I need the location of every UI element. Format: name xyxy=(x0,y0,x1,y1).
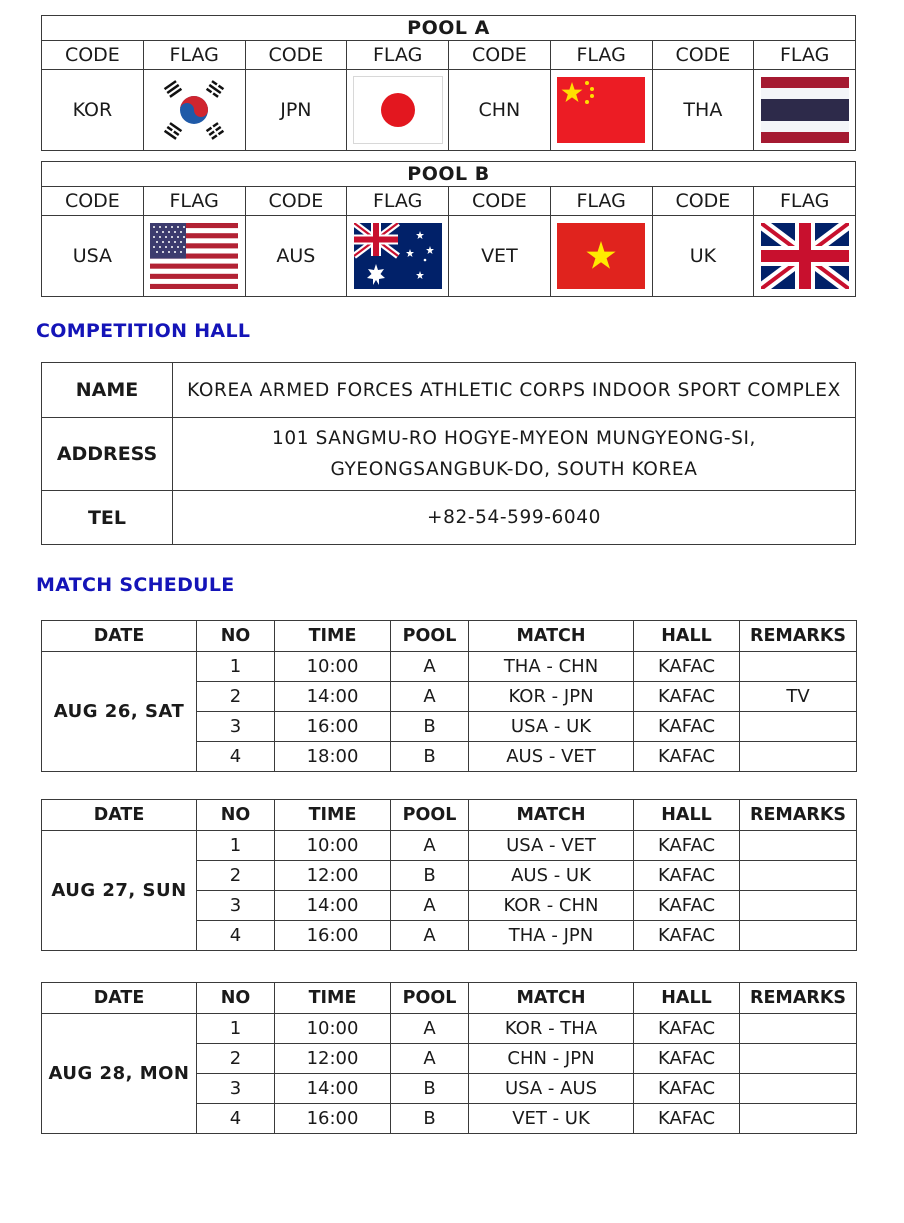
schedule-header-match: MATCH xyxy=(469,983,634,1014)
match-pool: B xyxy=(391,1104,469,1134)
match-pool: A xyxy=(391,921,469,951)
match-pool: B xyxy=(391,1074,469,1104)
match-time: 10:00 xyxy=(275,652,391,682)
thailand-flag-icon xyxy=(761,77,849,143)
match-no: 2 xyxy=(197,861,275,891)
match-pool: A xyxy=(391,1014,469,1044)
match-no: 1 xyxy=(197,652,275,682)
match-no: 4 xyxy=(197,921,275,951)
flag-cell xyxy=(143,216,245,297)
flag-header: FLAG xyxy=(347,187,449,216)
hall-name: KOREA ARMED FORCES ATHLETIC CORPS INDOOR SPORT COMPLEX xyxy=(173,363,856,418)
match-no: 3 xyxy=(197,712,275,742)
team-code: JPN xyxy=(245,70,347,151)
code-header: CODE xyxy=(449,187,551,216)
schedule-table xyxy=(41,982,857,1134)
match-date: AUG 27, SUN xyxy=(42,831,197,951)
schedule-header-no: NO xyxy=(197,621,275,652)
match-remarks xyxy=(740,742,857,772)
schedule-header-hall: HALL xyxy=(634,621,740,652)
code-header: CODE xyxy=(652,187,754,216)
match-time: 14:00 xyxy=(275,1074,391,1104)
match-pool: A xyxy=(391,682,469,712)
competition-hall-table xyxy=(41,362,856,545)
code-header: CODE xyxy=(449,41,551,70)
match-match: USA - UK xyxy=(469,712,634,742)
hall-address xyxy=(173,418,856,491)
match-remarks xyxy=(740,712,857,742)
schedule-header-pool: POOL xyxy=(391,983,469,1014)
match-pool: A xyxy=(391,1044,469,1074)
schedule-header-date: DATE xyxy=(42,983,197,1014)
match-match: KOR - THA xyxy=(469,1014,634,1044)
tel-label: TEL xyxy=(42,491,173,545)
schedule-header-pool: POOL xyxy=(391,800,469,831)
match-no: 2 xyxy=(197,1044,275,1074)
code-header: CODE xyxy=(42,187,144,216)
schedule-header-match: MATCH xyxy=(469,800,634,831)
schedule-header-date: DATE xyxy=(42,621,197,652)
flag-header: FLAG xyxy=(550,41,652,70)
match-time: 16:00 xyxy=(275,921,391,951)
match-remarks xyxy=(740,1044,857,1074)
japan-flag-icon xyxy=(353,76,443,144)
match-hall: KAFAC xyxy=(634,1044,740,1074)
schedule-header-time: TIME xyxy=(275,800,391,831)
match-no: 3 xyxy=(197,1074,275,1104)
flag-header: FLAG xyxy=(143,187,245,216)
match-hall: KAFAC xyxy=(634,1014,740,1044)
match-time: 10:00 xyxy=(275,831,391,861)
team-code: UK xyxy=(652,216,754,297)
match-pool: A xyxy=(391,831,469,861)
match-match: CHN - JPN xyxy=(469,1044,634,1074)
team-code: CHN xyxy=(449,70,551,151)
match-time: 16:00 xyxy=(275,1104,391,1134)
flag-cell xyxy=(550,70,652,151)
code-header: CODE xyxy=(42,41,144,70)
match-hall: KAFAC xyxy=(634,1074,740,1104)
match-match: KOR - JPN xyxy=(469,682,634,712)
pool-b-table xyxy=(41,161,856,297)
pool-a-table xyxy=(41,15,856,151)
schedule-header-time: TIME xyxy=(275,983,391,1014)
schedule-header-no: NO xyxy=(197,800,275,831)
match-remarks xyxy=(740,1104,857,1134)
flag-cell xyxy=(550,216,652,297)
match-no: 4 xyxy=(197,742,275,772)
name-label: NAME xyxy=(42,363,173,418)
match-match: USA - VET xyxy=(469,831,634,861)
competition-hall-title: COMPETITION HALL xyxy=(36,320,251,342)
pool-title: POOL A xyxy=(42,16,856,41)
flag-header: FLAG xyxy=(754,41,856,70)
schedule-header-hall: HALL xyxy=(634,983,740,1014)
match-remarks xyxy=(740,891,857,921)
match-match: KOR - CHN xyxy=(469,891,634,921)
match-no: 2 xyxy=(197,682,275,712)
match-no: 1 xyxy=(197,1014,275,1044)
flag-cell xyxy=(347,70,449,151)
china-flag-icon xyxy=(557,77,645,143)
schedule-header-date: DATE xyxy=(42,800,197,831)
match-remarks xyxy=(740,1014,857,1044)
schedule-header-time: TIME xyxy=(275,621,391,652)
match-hall: KAFAC xyxy=(634,742,740,772)
match-time: 14:00 xyxy=(275,682,391,712)
flag-cell xyxy=(754,216,856,297)
match-time: 12:00 xyxy=(275,1044,391,1074)
schedule-table xyxy=(41,620,857,772)
match-time: 18:00 xyxy=(275,742,391,772)
match-schedule-title: MATCH SCHEDULE xyxy=(36,574,235,596)
flag-cell xyxy=(754,70,856,151)
match-match: THA - CHN xyxy=(469,652,634,682)
match-hall: KAFAC xyxy=(634,921,740,951)
address-line-1: 101 SANGMU-RO HOGYE-MYEON MUNGYEONG-SI, xyxy=(271,428,756,449)
match-match: THA - JPN xyxy=(469,921,634,951)
match-time: 12:00 xyxy=(275,861,391,891)
match-match: AUS - VET xyxy=(469,742,634,772)
match-remarks xyxy=(740,921,857,951)
match-date: AUG 26, SAT xyxy=(42,652,197,772)
match-remarks xyxy=(740,1074,857,1104)
uk-flag-icon xyxy=(761,223,849,289)
flag-cell xyxy=(347,216,449,297)
code-header: CODE xyxy=(245,41,347,70)
team-code: THA xyxy=(652,70,754,151)
pool-title: POOL B xyxy=(42,162,856,187)
code-header: CODE xyxy=(245,187,347,216)
table-row xyxy=(42,652,857,682)
flag-header: FLAG xyxy=(550,187,652,216)
schedule-header-no: NO xyxy=(197,983,275,1014)
match-no: 3 xyxy=(197,891,275,921)
match-remarks xyxy=(740,652,857,682)
australia-flag-icon xyxy=(354,223,442,289)
table-row xyxy=(42,831,857,861)
match-pool: B xyxy=(391,712,469,742)
match-time: 16:00 xyxy=(275,712,391,742)
match-hall: KAFAC xyxy=(634,712,740,742)
match-hall: KAFAC xyxy=(634,1104,740,1134)
match-match: AUS - UK xyxy=(469,861,634,891)
flag-header: FLAG xyxy=(143,41,245,70)
match-time: 14:00 xyxy=(275,891,391,921)
match-no: 1 xyxy=(197,831,275,861)
match-hall: KAFAC xyxy=(634,682,740,712)
team-code: KOR xyxy=(42,70,144,151)
match-remarks: TV xyxy=(740,682,857,712)
schedule-header-hall: HALL xyxy=(634,800,740,831)
usa-flag-icon xyxy=(150,223,238,289)
flag-header: FLAG xyxy=(347,41,449,70)
match-remarks xyxy=(740,861,857,891)
flag-cell xyxy=(143,70,245,151)
match-remarks xyxy=(740,831,857,861)
match-pool: B xyxy=(391,861,469,891)
vietnam-flag-icon xyxy=(557,223,645,289)
hall-tel: +82-54-599-6040 xyxy=(173,491,856,545)
schedule-table xyxy=(41,799,857,951)
match-match: USA - AUS xyxy=(469,1074,634,1104)
match-date: AUG 28, MON xyxy=(42,1014,197,1134)
match-hall: KAFAC xyxy=(634,652,740,682)
match-hall: KAFAC xyxy=(634,831,740,861)
team-code: AUS xyxy=(245,216,347,297)
schedule-header-pool: POOL xyxy=(391,621,469,652)
match-pool: A xyxy=(391,891,469,921)
flag-header: FLAG xyxy=(754,187,856,216)
schedule-header-remarks: REMARKS xyxy=(740,983,857,1014)
team-code: USA xyxy=(42,216,144,297)
schedule-header-remarks: REMARKS xyxy=(740,800,857,831)
schedule-header-remarks: REMARKS xyxy=(740,621,857,652)
address-line-2: GYEONGSANGBUK-DO, SOUTH KOREA xyxy=(330,459,698,480)
korea-flag-icon xyxy=(159,79,229,141)
match-match: VET - UK xyxy=(469,1104,634,1134)
schedule-header-match: MATCH xyxy=(469,621,634,652)
address-label: ADDRESS xyxy=(42,418,173,491)
match-hall: KAFAC xyxy=(634,861,740,891)
match-hall: KAFAC xyxy=(634,891,740,921)
code-header: CODE xyxy=(652,41,754,70)
match-pool: A xyxy=(391,652,469,682)
team-code: VET xyxy=(449,216,551,297)
match-pool: B xyxy=(391,742,469,772)
table-row xyxy=(42,1014,857,1044)
match-time: 10:00 xyxy=(275,1014,391,1044)
match-no: 4 xyxy=(197,1104,275,1134)
